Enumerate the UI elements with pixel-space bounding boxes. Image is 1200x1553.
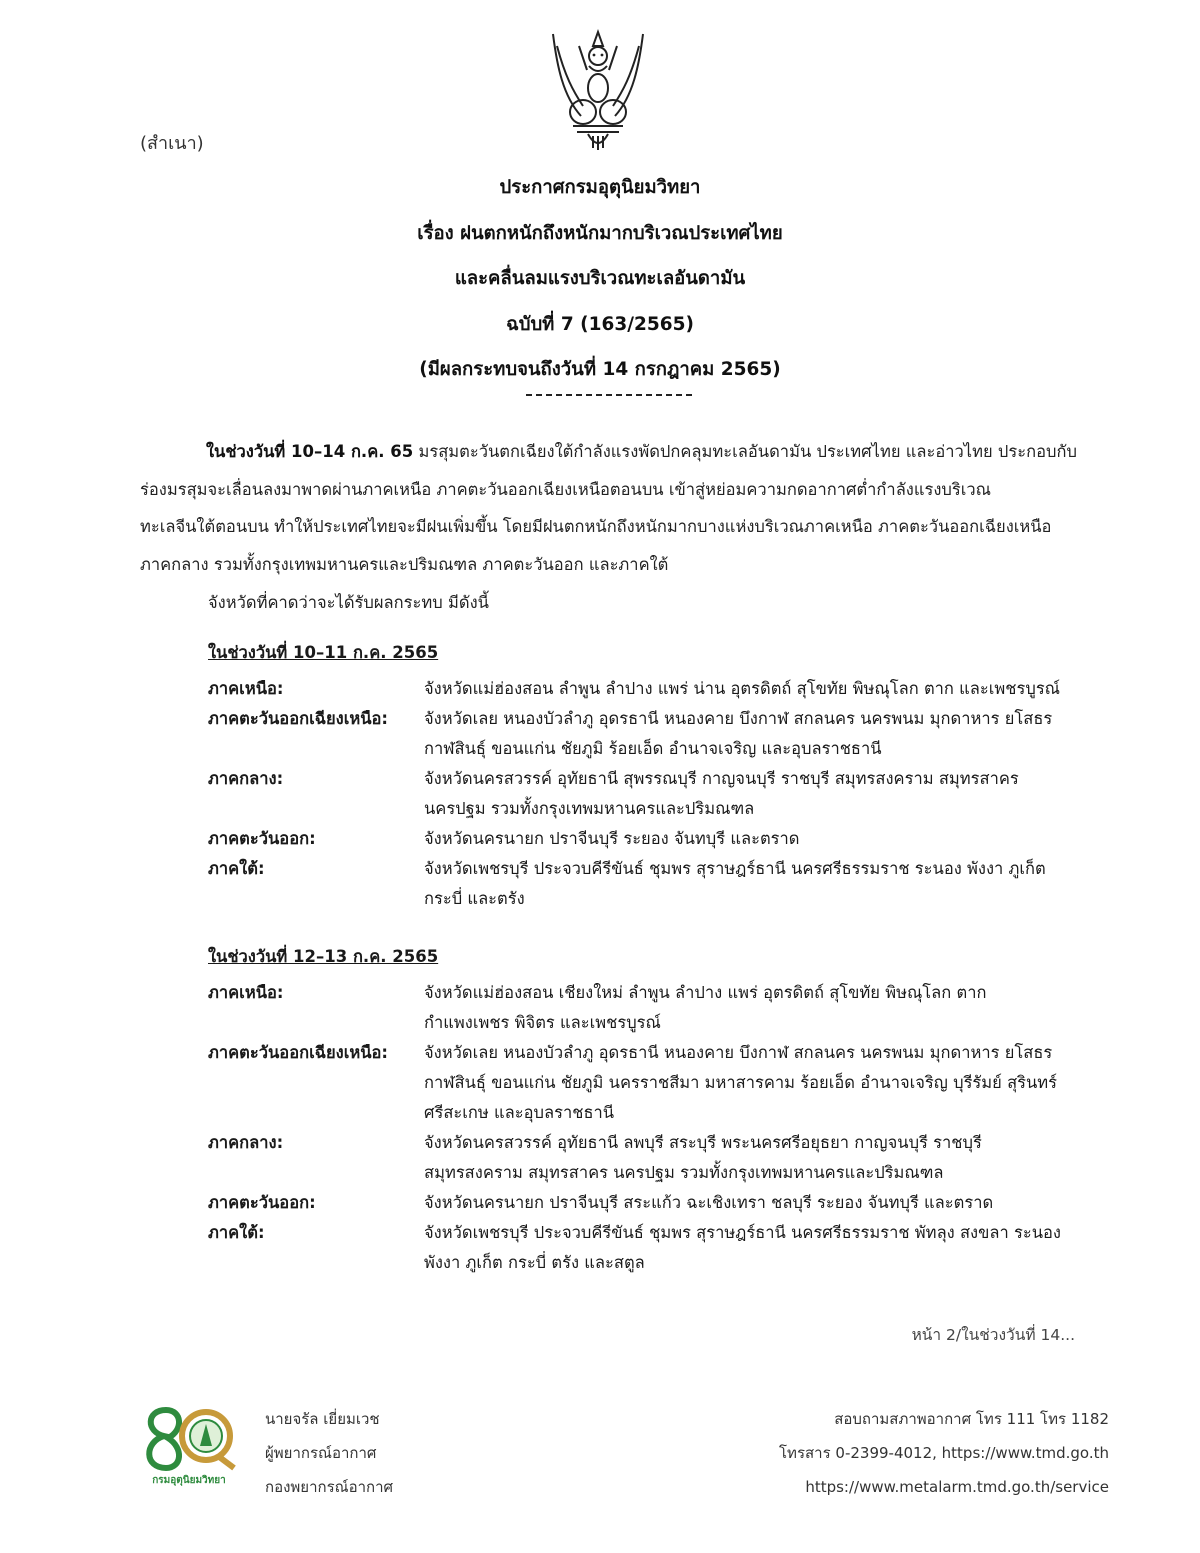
province-line: นครปฐม รวมทั้งกรุงเทพมหานครและปริมณฑล [424,799,755,818]
region-name: ภาคกลาง: [208,1133,284,1152]
province-line: จังหวัดเลย หนองบัวลำภู อุดรธานี หนองคาย บึงกาฬ สกลนคร นครพนม มุกดาหาร ยโสธร [424,1043,1053,1062]
region-provinces [424,764,1094,824]
region-name: ภาคตะวันออกเฉียงเหนือ: [208,1043,389,1062]
effective-until: (มีผลกระทบจนถึงวันที่ 14 กรกฎาคม 2565) [419,359,781,380]
region-row [208,854,1094,914]
region-provinces [424,978,1094,1038]
region-provinces [424,1128,1094,1188]
province-line: จังหวัดนครสวรรค์ อุทัยธานี ลพบุรี สระบุรี พระนครศรีอยุธยา กาญจนบุรี ราชบุรี [424,1133,982,1152]
signer-division: กองพยากรณ์อากาศ [265,1478,394,1496]
region-row [208,1128,1094,1188]
period-heading: ในช่วงวันที่ 10–11 ก.ค. 2565 [208,643,439,662]
region-name: ภาคตะวันออก: [208,1193,316,1212]
province-line: จังหวัดนครนายก ปราจีนบุรี สระแก้ว ฉะเชิงเทรา ชลบุรี ระยอง จันทบุรี และตราด [424,1193,994,1212]
region-name: ภาคเหนือ: [208,679,284,698]
body-line: ร่องมรสุมจะเลื่อนลงมาพาดผ่านภาคเหนือ ภาคตะวันออกเฉียงเหนือตอนบน เข้าสู่หย่อมความกดอากาศต่ำกำลังแรงบริเวณ [140,479,991,499]
province-line: พังงา ภูเก็ต กระบี่ ตรัง และสตูล [424,1253,645,1272]
body-line: ภาคกลาง รวมทั้งกรุงเทพมหานครและปริมณฑล ภาคตะวันออก และภาคใต้ [140,554,669,574]
page-title: ประกาศกรมอุตุนิยมวิทยา [499,177,701,198]
region-row [208,978,1094,1038]
copy-mark: (สำเนา) [140,133,204,154]
region-row [208,1188,1094,1218]
region-row [208,704,1094,764]
period-section [208,640,1094,914]
region-provinces [424,1218,1094,1278]
signer-title: ผู้พยากรณ์อากาศ [265,1444,377,1462]
region-provinces [424,704,1094,764]
province-line: จังหวัดนครนายก ปราจีนบุรี ระยอง จันทบุรี และตราด [424,829,800,848]
region-provinces [424,854,1094,914]
contact-service-link[interactable]: https://www.metalarm.tmd.go.th/service [805,1478,1109,1496]
contact-block [779,1402,1109,1504]
issue-number: ฉบับที่ 7 (163/2565) [506,313,694,335]
province-line: กระบี่ และตรัง [424,889,525,908]
body-line: ทะเลจีนใต้ตอนบน ทำให้ประเทศไทยจะมีฝนเพิ่มขึ้น โดยมีฝนตกหนักถึงหนักมากบางแห่งบริเวณภาคเหนือ ภาคตะวันออกเฉียงเหนือ [140,517,1052,536]
region-name: ภาคใต้: [208,859,265,878]
period-heading: ในช่วงวันที่ 12–13 ก.ค. 2565 [208,947,439,966]
title-block [0,172,1200,400]
contact-fax-website[interactable]: โทรสาร 0-2399-4012, https://www.tmd.go.th [779,1444,1109,1462]
region-name: ภาคกลาง: [208,769,284,788]
region-row [208,764,1094,824]
province-line: จังหวัดนครสวรรค์ อุทัยธานี สุพรรณบุรี กาญจนบุรี ราชบุรี สมุทรสงคราม สมุทรสาคร [424,769,1019,788]
region-row [208,1038,1094,1128]
region-provinces [424,1038,1094,1128]
region-provinces [424,674,1094,704]
region-name: ภาคใต้: [208,1223,265,1242]
subject-line: เรื่อง ฝนตกหนักถึงหนักมากบริเวณประเทศไทย [417,222,783,244]
signer-name: นายจรัล เยี่ยมเวช [265,1410,380,1428]
title-divider [526,394,692,396]
body-line: มรสุมตะวันตกเฉียงใต้กำลังแรงพัดปกคลุมทะเลอันดามัน ประเทศไทย และอ่าวไทย ประกอบกับ [413,442,1077,461]
subject-line-2: และคลื่นลมแรงบริเวณทะเลอันดามัน [454,268,746,289]
tmd-80th-logo [138,1402,240,1492]
body-paragraph [140,433,1080,583]
logo-text: กรมอุตุนิยมวิทยา [152,1475,226,1486]
region-row [208,1218,1094,1278]
page-continuation: หน้า 2/ในช่วงวันที่ 14... [911,1326,1075,1344]
province-line: กาฬสินธุ์ ขอนแก่น ชัยภูมิ นครราชสีมา มหาสารคาม ร้อยเอ็ด อำนาจเจริญ บุรีรัมย์ สุรินทร์ [424,1073,1058,1092]
province-line: จังหวัดเพชรบุรี ประจวบคีรีขันธ์ ชุมพร สุราษฎร์ธานี นครศรีธรรมราช พัทลุง สงขลา ระนอง [424,1223,1061,1242]
region-name: ภาคตะวันออก: [208,829,316,848]
province-line: จังหวัดแม่ฮ่องสอน ลำพูน ลำปาง แพร่ น่าน อุตรดิตถ์ สุโขทัย พิษณุโลก ตาก และเพชรบูรณ์ [424,679,1060,698]
province-line: สมุทรสงคราม สมุทรสาคร นครปฐม รวมทั้งกรุงเทพมหานครและปริมณฑล [424,1163,944,1182]
region-row [208,674,1094,704]
body-lead: ในช่วงวันที่ 10–14 ก.ค. 65 [206,442,414,461]
region-provinces [424,824,1094,854]
region-provinces [424,1188,1094,1218]
period-section [208,944,1094,1278]
province-line: จังหวัดเพชรบุรี ประจวบคีรีขันธ์ ชุมพร สุราษฎร์ธานี นครศรีธรรมราช ระนอง พังงา ภูเก็ต [424,859,1046,878]
region-name: ภาคตะวันออกเฉียงเหนือ: [208,709,389,728]
affected-intro: จังหวัดที่คาดว่าจะได้รับผลกระทบ มีดังนี้ [208,593,489,612]
contact-phone: สอบถามสภาพอากาศ โทร 111 โทร 1182 [834,1410,1109,1428]
province-line: กาฬสินธุ์ ขอนแก่น ชัยภูมิ ร้อยเอ็ด อำนาจเจริญ และอุบลราชธานี [424,739,882,758]
garuda-emblem-icon [543,26,653,152]
province-line: ศรีสะเกษ และอุบลราชธานี [424,1103,615,1122]
province-line: จังหวัดเลย หนองบัวลำภู อุดรธานี หนองคาย บึงกาฬ สกลนคร นครพนม มุกดาหาร ยโสธร [424,709,1053,728]
region-name: ภาคเหนือ: [208,983,284,1002]
region-row [208,824,1094,854]
signature-block [265,1402,393,1504]
province-line: จังหวัดแม่ฮ่องสอน เชียงใหม่ ลำพูน ลำปาง แพร่ อุตรดิตถ์ สุโขทัย พิษณุโลก ตาก [424,983,987,1002]
province-line: กำแพงเพชร พิจิตร และเพชรบูรณ์ [424,1013,661,1032]
